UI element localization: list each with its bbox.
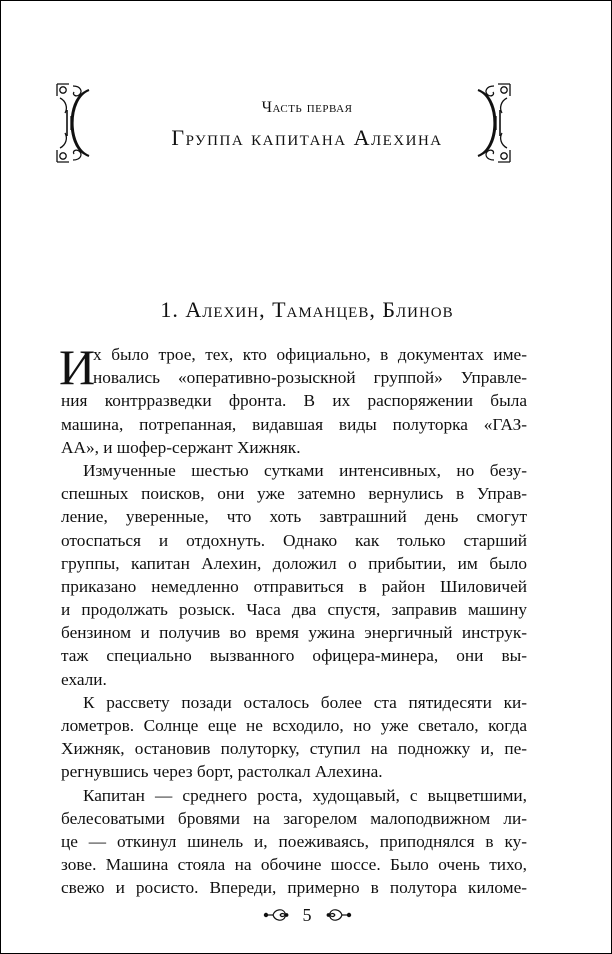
drop-cap: И [59,339,96,395]
text-line: таж специально вызванного офицера-минера, они вы- [61,646,527,666]
text-line: и продолжать розыск. Часа два спустя, заправив машину [61,600,527,620]
paragraph [61,784,527,900]
part-label: Часть первая [261,99,353,116]
text-line: х было трое, тех, кто официально, в документах име- [93,345,527,364]
part-title: Группа капитана Алехина [171,125,443,150]
footer-left-flourish-icon [263,905,289,925]
text-line: ление, уверенные, что хоть завтрашний день смогут [61,507,527,527]
text-line: отоспаться и отдохнуть. Однако как только старший [61,530,527,550]
chapter-title: 1. Алехин, Таманцев, Блинов [160,297,454,322]
text-line: Измученные шестью сутками интенсивных, но безу- [83,460,527,480]
text-line: ехали. [61,669,107,689]
page-footer [1,901,612,929]
text-line: свежо и росисто. Впереди, примерно в полутора киломе- [61,878,527,898]
text-line: ния контрразведки фронта. В их распоряжении была [61,391,527,411]
text-line: АА», и шофер-сержант Хижняк. [61,437,301,457]
text-line: группы, капитан Алехин, доложил о прибытии, им было [61,553,527,573]
paragraph [61,691,527,784]
text-line: зове. Машина стояла на обочине шоссе. Было очень тихо, [61,855,527,875]
text-line: новались «оперативно-розыскной группой» Управле- [93,368,527,388]
text-line: бензином и получив во время ужина энергичный инструк- [61,623,527,643]
page-number: 5 [302,904,312,925]
left-bracket-ornament-icon [51,78,95,168]
text-line: машина, потрепанная, видавшая виды полуторка «ГАЗ- [61,414,527,434]
text-line: це — откинул шинель и, поеживаясь, приподнялся в ку- [61,831,527,851]
right-bracket-ornament-icon [472,78,516,168]
paragraph [59,339,527,459]
text-line: приказано немедленно отправиться в район Шиловичей [61,576,527,596]
footer-right-flourish-icon [326,905,352,925]
text-line: Хижняк, остановив полуторку, ступил на подножку и, пе- [61,739,527,759]
text-line: спешных поисков, они уже затемно вернулись в Управ- [61,484,527,504]
text-line: К рассвету позади осталось более ста пятидесяти ки- [83,692,527,712]
text-line: белесоватыми бровями на загорелом малоподвижном ли- [61,808,527,828]
text-line: Капитан — среднего роста, худощавый, с выцветшими, [83,785,527,805]
text-line: лометров. Солнце еще не всходило, но уже светало, когда [61,716,527,735]
paragraph [61,459,527,691]
text-line: регнувшись через борт, растолкал Алехина. [61,762,383,782]
chapter-body [59,339,527,900]
